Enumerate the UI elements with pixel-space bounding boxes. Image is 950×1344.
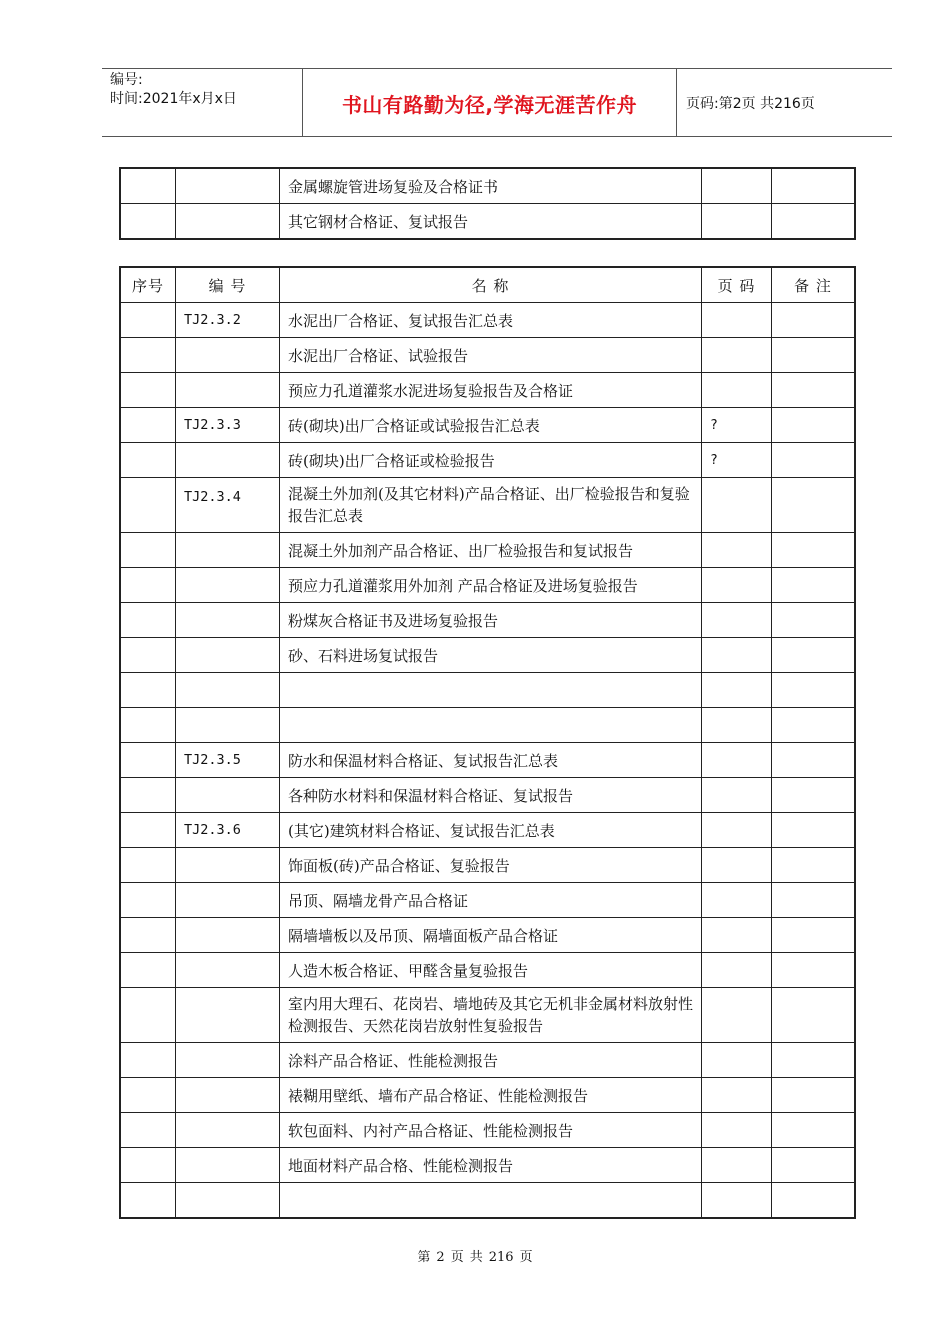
cell-seq [120, 883, 176, 918]
cell-page [702, 478, 772, 533]
cell-note [772, 778, 856, 813]
cell-seq [120, 638, 176, 673]
cell-code [176, 638, 280, 673]
cell-name: (其它)建筑材料合格证、复试报告汇总表 [280, 813, 702, 848]
cell-code: TJ2.3.3 [176, 408, 280, 443]
cell-code [176, 778, 280, 813]
materials-index-table [119, 266, 856, 1219]
cell-page [702, 1078, 772, 1113]
cell-note [772, 568, 856, 603]
cell-code [176, 708, 280, 743]
cell-name: 涂料产品合格证、性能检测报告 [280, 1043, 702, 1078]
cell-name: 混凝土外加剂产品合格证、出厂检验报告和复试报告 [280, 533, 702, 568]
cell-seq [120, 848, 176, 883]
cell-page [702, 883, 772, 918]
cell-seq [120, 708, 176, 743]
cell-note [772, 988, 856, 1043]
cell-page [702, 708, 772, 743]
cell-page: ? [702, 408, 772, 443]
cell-code [176, 673, 280, 708]
table-row [120, 848, 855, 883]
cell-seq [120, 988, 176, 1043]
cell-code: TJ2.3.4 [176, 478, 280, 533]
cell-page [702, 204, 772, 240]
cell-seq [120, 743, 176, 778]
cell-note [772, 1043, 856, 1078]
cell-seq [120, 1113, 176, 1148]
cell-page [702, 988, 772, 1043]
cell-page [702, 533, 772, 568]
cell-page [702, 1183, 772, 1219]
cell-seq [120, 673, 176, 708]
cell-note [772, 848, 856, 883]
cell-note [772, 338, 856, 373]
footer-prefix: 第 [417, 1250, 431, 1265]
table-row [120, 813, 855, 848]
cell-page [702, 778, 772, 813]
cell-page [702, 918, 772, 953]
cell-page [702, 848, 772, 883]
cell-note [772, 303, 856, 338]
table-row [120, 533, 855, 568]
materials-table-continued [119, 167, 856, 240]
header-seq: 序号 [120, 267, 176, 303]
cell-seq [120, 1043, 176, 1078]
cell-note [772, 743, 856, 778]
cell-name: 预应力孔道灌浆水泥进场复验报告及合格证 [280, 373, 702, 408]
header-code: 编 号 [176, 267, 280, 303]
cell-page: ? [702, 443, 772, 478]
cell-page [702, 813, 772, 848]
table-row [120, 1078, 855, 1113]
cell-seq [120, 778, 176, 813]
table-row [120, 953, 855, 988]
cell-page [702, 1148, 772, 1183]
cell-seq [120, 373, 176, 408]
footer-suffix: 页 [519, 1250, 533, 1265]
table-row [120, 1113, 855, 1148]
page-header [102, 68, 892, 137]
header-meta [110, 71, 237, 109]
cell-note [772, 204, 856, 240]
cell-page [702, 743, 772, 778]
table-row [120, 883, 855, 918]
cell-page [702, 1113, 772, 1148]
cell-code [176, 204, 280, 240]
cell-page [702, 303, 772, 338]
cell-seq [120, 478, 176, 533]
cell-seq [120, 568, 176, 603]
cell-name: 地面材料产品合格、性能检测报告 [280, 1148, 702, 1183]
cell-name [280, 1183, 702, 1219]
cell-note [772, 533, 856, 568]
cell-seq [120, 813, 176, 848]
footer-page-number: 2 [436, 1250, 445, 1265]
header-motto: 书山有路勤为径,学海无涯苦作舟 [341, 93, 638, 117]
table-row [120, 204, 855, 240]
table-row [120, 373, 855, 408]
table-row [120, 1183, 855, 1219]
cell-seq [120, 1183, 176, 1219]
cell-code [176, 1148, 280, 1183]
cell-page [702, 673, 772, 708]
table-row [120, 1148, 855, 1183]
cell-code [176, 953, 280, 988]
table-row [120, 478, 855, 533]
table-row [120, 603, 855, 638]
cell-code [176, 1078, 280, 1113]
table-row [120, 408, 855, 443]
cell-code [176, 533, 280, 568]
cell-note [772, 918, 856, 953]
cell-name: 粉煤灰合格证书及进场复验报告 [280, 603, 702, 638]
cell-note [772, 673, 856, 708]
cell-page [702, 603, 772, 638]
cell-name: 预应力孔道灌浆用外加剂 产品合格证及进场复验报告 [280, 568, 702, 603]
cell-code [176, 1183, 280, 1219]
cell-name: 砂、石料进场复试报告 [280, 638, 702, 673]
cell-name: 防水和保温材料合格证、复试报告汇总表 [280, 743, 702, 778]
table-row [120, 443, 855, 478]
cell-name: 砖(砌块)出厂合格证或试验报告汇总表 [280, 408, 702, 443]
table-header-row [120, 267, 855, 303]
cell-code [176, 443, 280, 478]
cell-page [702, 1043, 772, 1078]
cell-note [772, 373, 856, 408]
cell-seq [120, 1078, 176, 1113]
cell-note [772, 1113, 856, 1148]
cell-name: 其它钢材合格证、复试报告 [280, 204, 702, 240]
cell-seq [120, 303, 176, 338]
cell-note [772, 1148, 856, 1183]
cell-name: 金属螺旋管进场复验及合格证书 [280, 168, 702, 204]
cell-note [772, 813, 856, 848]
cell-note [772, 953, 856, 988]
cell-page [702, 168, 772, 204]
cell-name: 室内用大理石、花岗岩、墙地砖及其它无机非金属材料放射性检测报告、天然花岗岩放射性复验报告 [280, 988, 702, 1043]
cell-name: 软包面料、内衬产品合格证、性能检测报告 [280, 1113, 702, 1148]
table-row [120, 303, 855, 338]
cell-code [176, 883, 280, 918]
cell-page [702, 638, 772, 673]
cell-name: 砖(砌块)出厂合格证或检验报告 [280, 443, 702, 478]
footer-total-pages: 216 [488, 1250, 514, 1265]
cell-code [176, 1043, 280, 1078]
cell-code [176, 338, 280, 373]
table-row [120, 673, 855, 708]
cell-name: 水泥出厂合格证、复试报告汇总表 [280, 303, 702, 338]
cell-code [176, 568, 280, 603]
cell-seq [120, 1148, 176, 1183]
page-footer [0, 1246, 950, 1265]
header-divider [676, 69, 677, 136]
cell-name: 饰面板(砖)产品合格证、复验报告 [280, 848, 702, 883]
cell-page [702, 338, 772, 373]
cell-note [772, 708, 856, 743]
cell-name: 隔墙墙板以及吊顶、隔墙面板产品合格证 [280, 918, 702, 953]
cell-page [702, 568, 772, 603]
cell-name [280, 708, 702, 743]
cell-seq [120, 533, 176, 568]
cell-name: 裱糊用壁纸、墙布产品合格证、性能检测报告 [280, 1078, 702, 1113]
cell-code [176, 988, 280, 1043]
cell-name: 混凝土外加剂(及其它材料)产品合格证、出厂检验报告和复验报告汇总表 [280, 478, 702, 533]
table-row [120, 743, 855, 778]
cell-name [280, 673, 702, 708]
footer-page-word: 页 [450, 1250, 464, 1265]
table-row [120, 168, 855, 204]
cell-note [772, 408, 856, 443]
cell-code: TJ2.3.2 [176, 303, 280, 338]
header-page: 页 码 [702, 267, 772, 303]
cell-note [772, 1183, 856, 1219]
footer-total-word: 共 [469, 1250, 483, 1265]
cell-seq [120, 443, 176, 478]
table-row [120, 918, 855, 953]
table-row [120, 988, 855, 1043]
cell-seq [120, 168, 176, 204]
table-row [120, 338, 855, 373]
code-label: 编号: [110, 72, 143, 88]
cell-code [176, 603, 280, 638]
cell-name: 人造木板合格证、甲醛含量复验报告 [280, 953, 702, 988]
cell-seq [120, 603, 176, 638]
cell-note [772, 638, 856, 673]
cell-seq [120, 918, 176, 953]
cell-page [702, 953, 772, 988]
cell-code [176, 848, 280, 883]
header-name: 名 称 [280, 267, 702, 303]
cell-name: 水泥出厂合格证、试验报告 [280, 338, 702, 373]
cell-seq [120, 953, 176, 988]
table-row [120, 638, 855, 673]
cell-code [176, 373, 280, 408]
cell-note [772, 883, 856, 918]
cell-note [772, 603, 856, 638]
time-label: 时间:2021年x月x日 [110, 91, 237, 107]
cell-page [702, 373, 772, 408]
cell-code: TJ2.3.6 [176, 813, 280, 848]
cell-name: 吊顶、隔墙龙骨产品合格证 [280, 883, 702, 918]
cell-code [176, 918, 280, 953]
table-row [120, 568, 855, 603]
cell-note [772, 1078, 856, 1113]
table-row [120, 708, 855, 743]
cell-note [772, 478, 856, 533]
cell-note [772, 168, 856, 204]
cell-seq [120, 204, 176, 240]
cell-name: 各种防水材料和保温材料合格证、复试报告 [280, 778, 702, 813]
cell-seq [120, 408, 176, 443]
table-row [120, 1043, 855, 1078]
table-row [120, 778, 855, 813]
cell-code: TJ2.3.5 [176, 743, 280, 778]
cell-seq [120, 338, 176, 373]
cell-code [176, 168, 280, 204]
cell-code [176, 1113, 280, 1148]
cell-note [772, 443, 856, 478]
header-page-info: 页码:第2页 共216页 [686, 96, 815, 112]
header-note: 备 注 [772, 267, 856, 303]
